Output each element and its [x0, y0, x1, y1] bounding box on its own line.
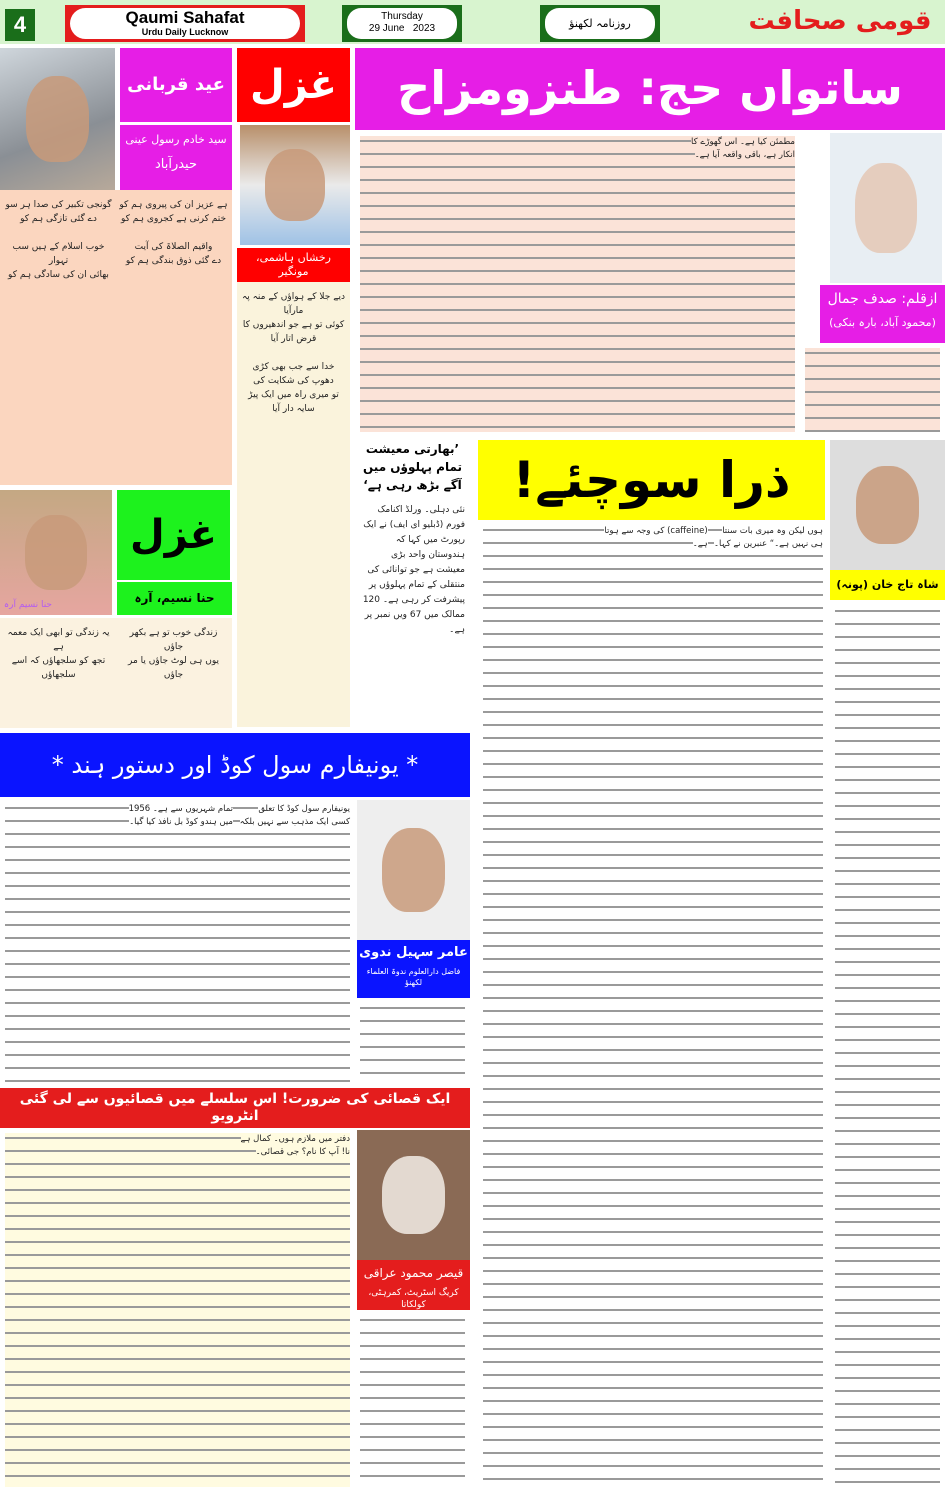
- think-lead: ہوں لیکن وہ میری بات سنتا ہی نہیں ہے۔“ عنبرین نے کہا۔ (caffeine) کی وجہ سے ہوتا ہے۔: [604, 526, 823, 549]
- ucc-author-photo: [357, 800, 470, 940]
- satire-headline: ساتواں حج: طنزومزاح: [355, 48, 945, 130]
- ucc-headline: * یونیفارم سول کوڈ اور دستور ہند *: [0, 733, 470, 797]
- ucc-article-body: [0, 800, 355, 1085]
- verse: ہے عزیز ان کی پیروی ہم کو: [119, 200, 228, 210]
- verse: تجھ کو سلجھاؤں کہ اسے سلجھاؤں: [11, 656, 106, 680]
- page-number: 4: [5, 9, 35, 41]
- photo-caption: حنا نسیم آرہ: [3, 600, 52, 610]
- verse: تو میری راہ میں ایک پیڑ سایہ دار آیا: [248, 390, 339, 414]
- ucc-affiliation: فاضل دارالعلوم ندوۃ العلماء لکھنؤ: [366, 967, 461, 987]
- satire-author-photo: [830, 133, 942, 283]
- verse: خوب اسلام کے ہیں سب تہوار: [12, 242, 105, 266]
- author-photo-eid: [0, 48, 115, 190]
- verse: کوئی تو ہے جو اندھیروں کا قرض اتار آیا: [242, 320, 345, 344]
- interview-article-continued: [355, 1312, 470, 1490]
- economy-body: [355, 500, 470, 725]
- interview-headline: ایک قصائی کی ضرورت! اس سلسلے میں قصائیوں سے لی گئی انٹرویو: [0, 1088, 470, 1128]
- interview-byline-box: [357, 1260, 470, 1310]
- day: Thursday: [381, 11, 423, 22]
- masthead-english-logo: [65, 5, 305, 42]
- interview-author-photo: [357, 1130, 470, 1260]
- economy-article: [355, 440, 470, 725]
- ucc-lead: یونیفارم سول کوڈ کا تعلق کسی ایک مذہب سے نہیں بلکہ تمام شہریوں سے ہے۔ 1956 میں ہندو کوڈ بل نافذ کیا گیا۔: [128, 804, 350, 827]
- ghazal1-author: رخشاں ہاشمی، مونگیر: [237, 248, 350, 282]
- satire-place: (محمود آباد، بارہ بنکی): [829, 316, 936, 329]
- think-article-continued: [830, 603, 945, 1490]
- verse: واقیم الصلاۃ کی آیت: [134, 242, 213, 252]
- economy-headline: ’بھارتی معیشت تمام پہلوؤں میں آگے بڑھ رہی ہے‘: [363, 442, 462, 492]
- ghazal1-heading: غزل: [237, 48, 350, 122]
- economy-lead: نئی دہلی۔ ورلڈ اکنامک فورم (ڈبلیو ای ایف) نے ایک رپورٹ میں کہا کہ ہندوستان واحد بڑی معیشت ہے جو توانائی کی منتقلی کے تمام پہلوؤں پر پیشرفت کر رہی ہے۔ 120 ممالک میں 67 ویں نمبر پر ہے۔: [362, 505, 465, 635]
- ghazal2-poem: [0, 618, 232, 728]
- ghazal1-author-photo: [240, 125, 350, 245]
- roznama-box: [540, 5, 660, 42]
- eid-poem: [0, 190, 232, 485]
- satire-article-body: [355, 133, 800, 435]
- ghazal2-author-photo: [0, 490, 112, 615]
- interview-lead: دفتر میں ملازم ہوں۔ کمال ہے نا! آپ کا نام؟ جی قصائی۔: [240, 1134, 350, 1157]
- verse: گونجی تکبیر کی صدا ہر سو: [5, 200, 112, 210]
- verse: دیے جلا کے ہواؤں کے منہ پہ مارآیا: [242, 292, 345, 316]
- roznama-label: روزنامہ لکھنؤ: [545, 8, 655, 39]
- think-author: شاہ تاج خان (پونہ): [830, 570, 945, 600]
- ucc-byline-box: [357, 940, 470, 998]
- eid-heading: عید قربانی: [120, 48, 232, 122]
- satire-article-continued: [800, 345, 945, 435]
- subtitle-en: Urdu Daily Lucknow: [141, 27, 229, 37]
- masthead-urdu-logo: قومی صحافت: [748, 6, 932, 37]
- verse: یہ زندگی تو ابھی ایک معمہ ہے: [7, 628, 110, 652]
- date: 29 June 2023: [368, 23, 436, 34]
- satire-byline: ازقلم: صدف جمال: [827, 291, 938, 307]
- date-box: [342, 5, 462, 42]
- interview-author: قیصر محمود عراقی: [363, 1266, 464, 1280]
- ghazal1-poem: [237, 282, 350, 727]
- verse: یوں ہی لوٹ جاؤں یا مر جاؤں: [127, 656, 219, 680]
- verse: ختم کرنی ہے کجروی ہم کو: [120, 214, 227, 224]
- satire-lead: مطمئن کیا ہے۔ اس گھوڑے کا انکار ہے، باقی واقعہ آیا ہے۔: [691, 137, 795, 160]
- eid-author: سید خادم رسول عینی: [125, 133, 227, 146]
- masthead: [0, 0, 945, 44]
- eid-author-box: [120, 125, 232, 190]
- verse: دے گئی تازگی ہم کو: [20, 214, 97, 224]
- ghazal2-heading: غزل: [117, 490, 230, 580]
- interview-address: کریگ اسٹریٹ، کمرہٹی، کولکاتا: [368, 1288, 459, 1310]
- interview-article-body: [0, 1130, 355, 1490]
- ucc-article-continued: [355, 1000, 470, 1085]
- eid-place: حیدرآباد: [154, 157, 198, 172]
- title-en: Qaumi Sahafat: [125, 8, 245, 27]
- satire-byline-box: [820, 285, 945, 343]
- ghazal2-author: حنا نسیم، آرہ: [117, 582, 232, 615]
- verse: خدا سے جب بھی کڑی دھوپ کی شکایت کی: [252, 362, 335, 386]
- think-author-photo: [830, 440, 945, 570]
- think-headline: ذرا سوچئے!: [478, 440, 825, 520]
- verse: بھائی ان کی سادگی ہم کو: [8, 270, 109, 280]
- think-article-body: [478, 522, 828, 1490]
- verse: زندگی خوب تو ہے بکھر جاؤں: [129, 628, 218, 652]
- verse: دے گئی ذوق بندگی ہم کو: [125, 256, 222, 266]
- ucc-author: عامر سہیل ندوی: [359, 945, 468, 960]
